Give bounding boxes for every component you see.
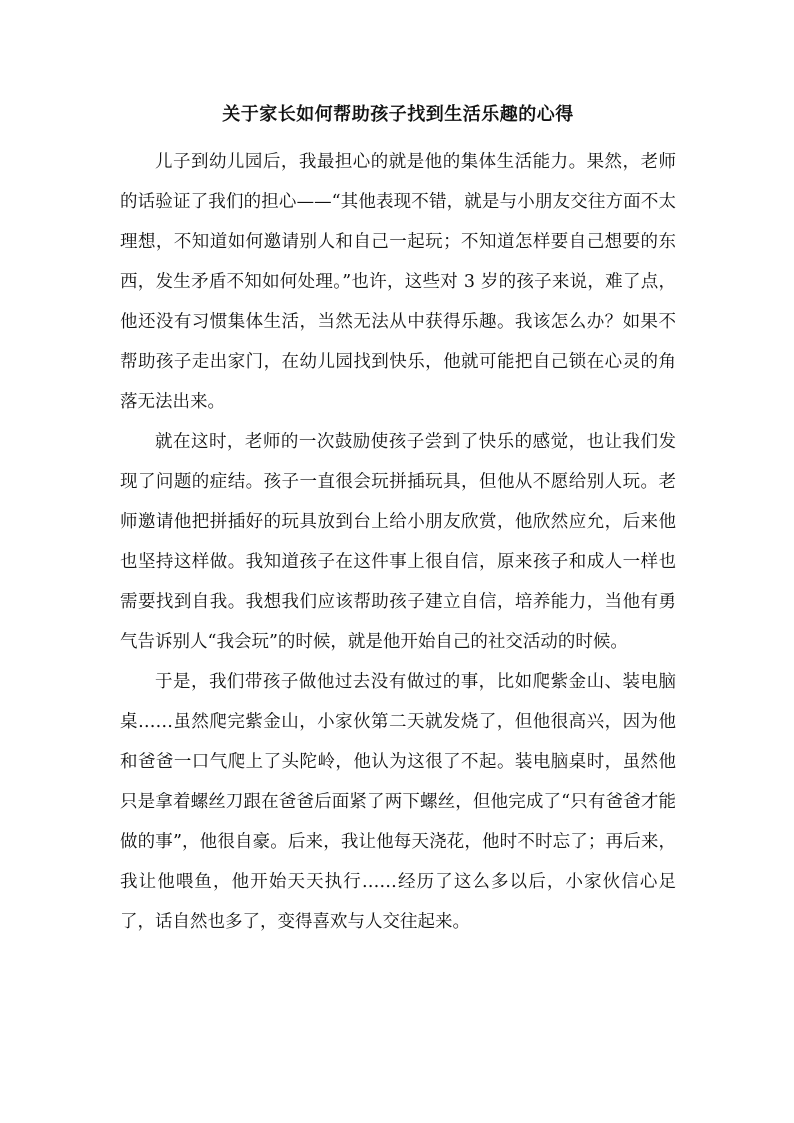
document-title: 关于家长如何帮助孩子找到生活乐趣的心得: [222, 104, 574, 125]
paragraph-2: 就在这时，老师的一次鼓励使孩子尝到了快乐的感觉，也让我们发现了问题的症结。孩子一直很会玩拼插玩具，但他从不愿给别人玩。老师邀请他把拼插好的玩具放到台上给小朋友欣赏，他欣然应允，后来他也坚持这样做。我知道孩子在这件事上很自信，原来孩子和成人一样也需要找到自我。我想我们应该帮助孩子建立自信，培养能力，当他有勇气告诉别人“我会玩”的时候，就是他开始自己的社交活动的时候。: [120, 432, 676, 652]
paragraph-3: 于是，我们带孩子做他过去没有做过的事，比如爬紫金山、装电脑桌……虽然爬完紫金山，小家伙第二天就发烧了，但他很高兴，因为他和爸爸一口气爬上了头陀岭，他认为这很了不起。装电脑桌时，虽然他只是拿着螺丝刀跟在爸爸后面紧了两下螺丝，但他完成了“只有爸爸才能做的事”，他很自豪。后来，我让他每天浇花，他时不时忘了；再后来，我让他喂鱼，他开始天天执行……经历了这么多以后，小家伙信心足了，话自然也多了，变得喜欢与人交往起来。: [120, 672, 676, 932]
paragraph-1: 儿子到幼儿园后，我最担心的就是他的集体生活能力。果然，老师的话验证了我们的担心——“其他表现不错，就是与小朋友交往方面不太理想，不知道如何邀请别人和自己一起玩；不知道怎样要自己想要的东西，发生矛盾不知如何处理。”也许，这些对 3 岁的孩子来说，难了点，他还没有习惯集体生活，当然无法从中获得乐趣。我该怎么办？如果不帮助孩子走出家门，在幼儿园找到快乐，他就可能把自己锁在心灵的角落无法出来。: [120, 152, 676, 412]
document-page: [120, 100, 676, 942]
